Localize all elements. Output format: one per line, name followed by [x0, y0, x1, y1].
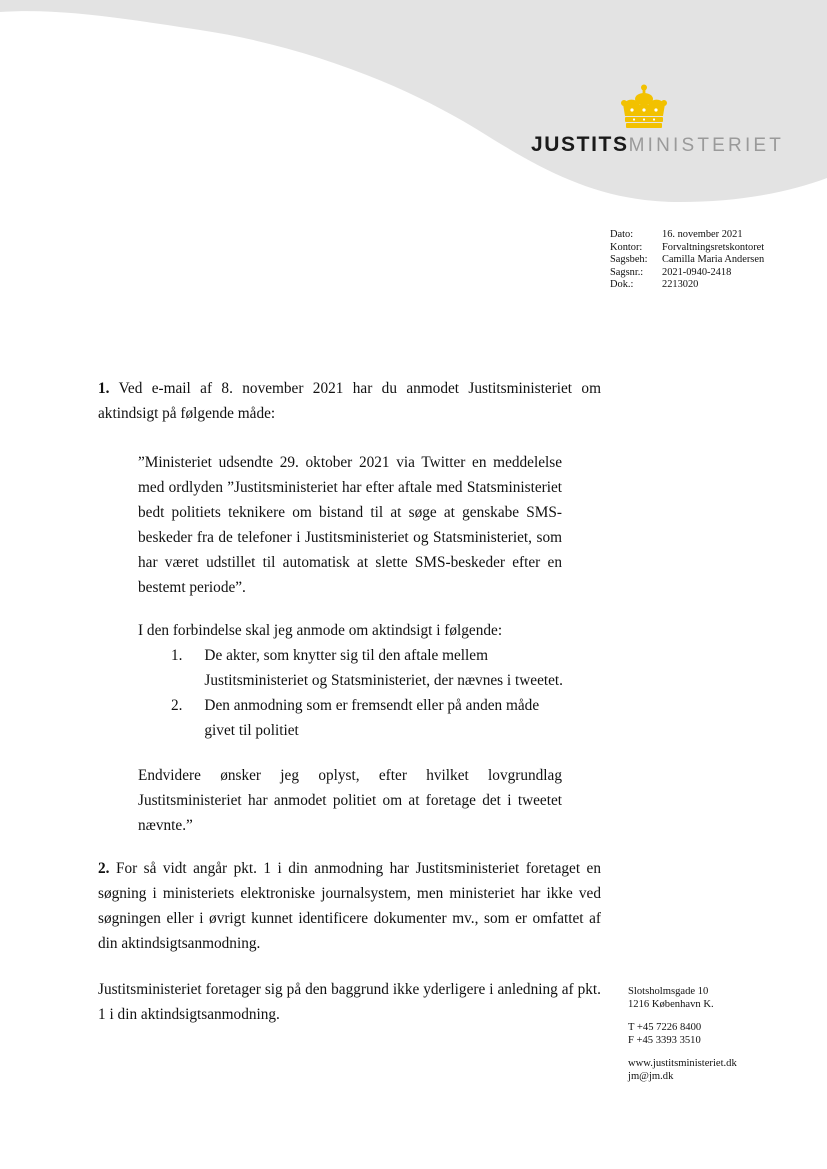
paragraph-2	[98, 856, 601, 956]
meta-row-office	[610, 242, 764, 255]
list-item-number: 1.	[171, 647, 183, 664]
paragraph-1	[98, 376, 601, 426]
logotype-light: MINISTERIET	[628, 135, 785, 156]
quote-text: ”Ministeriet udsendte 29. oktober 2021 via Twitter en meddelelse med ordlyden ”Justitsministeriet har efter aftale med Statsministeriet bedt politiets teknikere om bistand til at søge at genskabe SMS-beskeder fra de telefoner i Justitsministeriet og Statsministeriet, som har været udstillet til automatisk at slette SMS-beskeder efter en bestemt periode”.	[138, 454, 562, 596]
meta-value: 2021-0940-2418	[662, 266, 732, 278]
quoted-request	[138, 450, 562, 600]
list-item-text: Den anmodning som er fremsendt eller på anden måde givet til politiet	[204, 697, 540, 739]
meta-label: Dok.:	[610, 279, 634, 291]
legal-basis-text: Endvidere ønsker jeg oplyst, efter hvilket lovgrundlag Justitsministeriet har anmodet politiet om at foretage det i tweetet nævnte.”	[138, 767, 562, 834]
meta-label: Sagsnr.:	[610, 266, 644, 278]
list-item	[138, 693, 568, 743]
request-intro: I den forbindelse skal jeg anmode om aktindsigt i følgende:	[138, 622, 503, 639]
phone-number: T +45 7226 8400	[628, 1022, 702, 1033]
meta-value: Camilla Maria Andersen	[662, 254, 765, 266]
paragraph-number: 1.	[98, 380, 110, 397]
list-item-text: De akter, som knytter sig til den aftale mellem Justitsministeriet og Statsministeriet, der nævnes i tweetet.	[204, 647, 563, 689]
email-link[interactable]: jm@jm.dk	[628, 1071, 674, 1082]
paragraph-number: 2.	[98, 860, 110, 877]
paragraph-text: Ved e-mail af 8. november 2021 har du anmodet Justitsministeriet om aktindsigt på følgende måde:	[98, 380, 601, 422]
document-metadata	[610, 229, 764, 292]
list-item	[138, 643, 568, 693]
ministry-logotype	[531, 134, 784, 155]
address-street: Slotsholmsgade 10	[628, 986, 709, 997]
header-wave	[0, 0, 827, 215]
meta-value: Forvaltningsretskontoret	[662, 241, 765, 253]
website-link[interactable]: www.justitsministeriet.dk	[628, 1058, 737, 1069]
request-section	[138, 618, 568, 743]
meta-row-date	[610, 229, 764, 242]
address-city: 1216 København K.	[628, 999, 714, 1010]
meta-label: Dato:	[610, 229, 634, 240]
meta-label: Kontor:	[610, 241, 643, 253]
request-list	[138, 643, 568, 743]
list-item-number: 2.	[171, 697, 183, 714]
ministry-address-block	[628, 985, 737, 1083]
paragraph-text: Justitsministeriet foretager sig på den baggrund ikke yderligere i anledning af pkt. 1 i din aktindsigtsanmodning.	[98, 981, 601, 1023]
meta-row-case-officer	[610, 254, 764, 267]
meta-value: 16. november 2021	[662, 229, 743, 240]
paragraph-3	[98, 977, 601, 1027]
logotype-bold: JUSTITS	[531, 133, 629, 156]
meta-label: Sagsbeh:	[610, 254, 648, 266]
meta-value: 2213020	[662, 279, 699, 291]
meta-row-document	[610, 279, 764, 292]
legal-basis-request	[138, 763, 562, 838]
meta-row-case-number	[610, 267, 764, 280]
paragraph-text: For så vidt angår pkt. 1 i din anmodning har Justitsministeriet foretaget en søgning i ministeriets elektroniske journalsystem, men ministeriet har ikke ved søgningen eller i øvrigt kunnet identificere dokumenter mv., som er omfattet af din aktindsigtsanmodning.	[98, 860, 601, 952]
fax-number: F +45 3393 3510	[628, 1035, 701, 1046]
crown-logo-icon	[618, 84, 670, 130]
